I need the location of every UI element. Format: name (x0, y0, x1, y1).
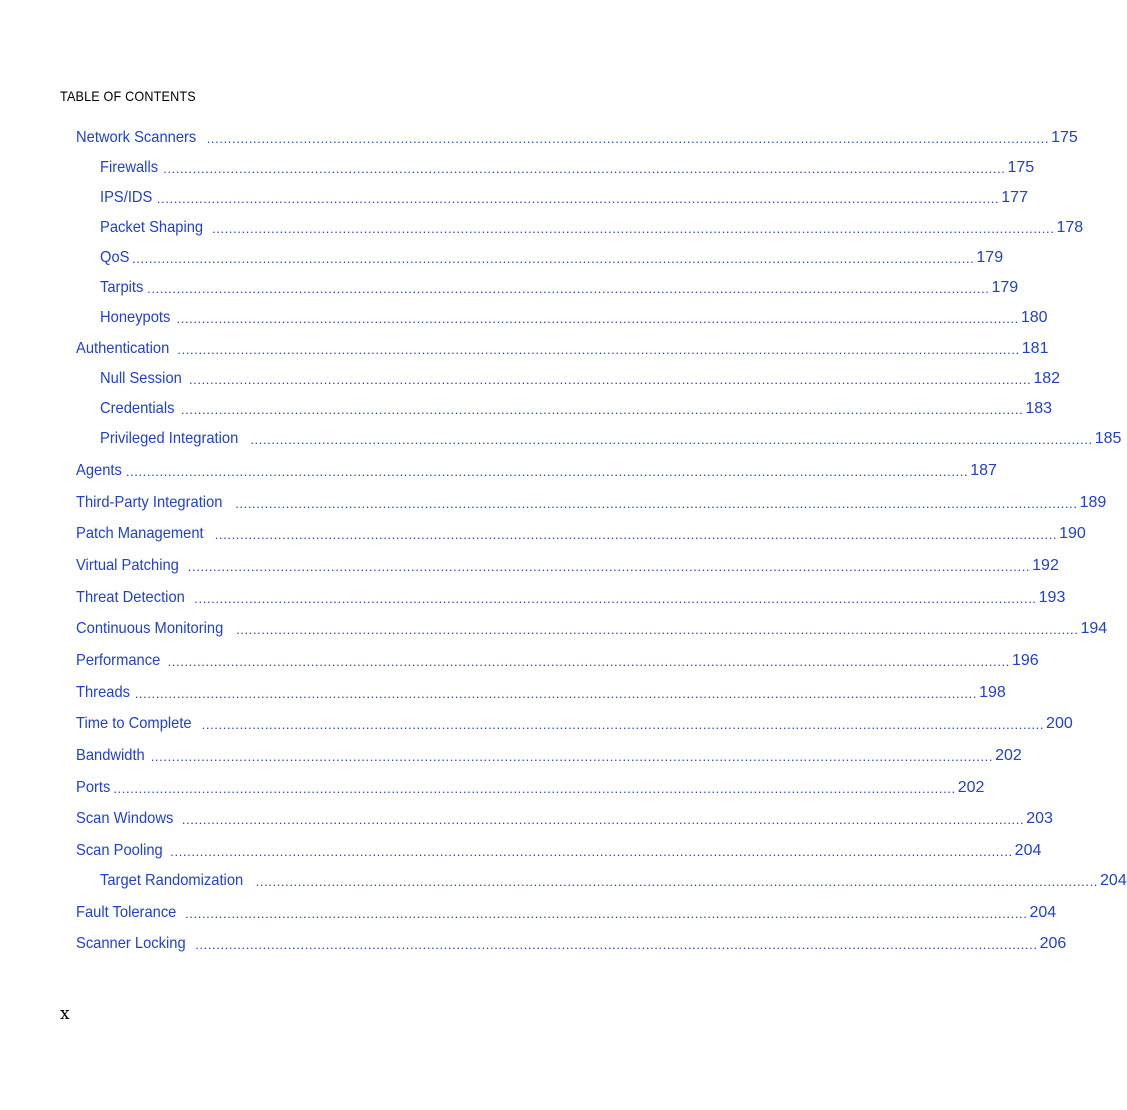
toc-entry-page: 203 (1026, 810, 1053, 827)
toc-entry[interactable] (76, 933, 1067, 953)
toc-entry-title: Bandwidth (76, 747, 145, 764)
toc-entry-page: 177 (1001, 189, 1028, 206)
toc-entry[interactable] (100, 368, 1061, 388)
toc-entry-page: 182 (1033, 370, 1061, 387)
toc-leader-dots: ........................................................................................................................................................................................................ (235, 496, 1078, 511)
toc-entry-title: Tarpits (100, 279, 144, 296)
toc-entry[interactable] (100, 277, 1019, 297)
toc-entry-title: Threads (76, 684, 131, 701)
toc-entry-title: Credentials (100, 400, 175, 417)
toc-leader-dots: ........................................................................................................................................................................................................ (147, 281, 990, 296)
toc-entry-page: 189 (1079, 494, 1107, 511)
toc-header: TABLE OF CONTENTS (60, 88, 196, 104)
toc-entry-title: Authentication (76, 340, 170, 357)
toc-entry-title: IPS/IDS (100, 189, 153, 206)
toc-entry-page: 204 (1100, 872, 1127, 889)
toc-entry[interactable] (76, 902, 1057, 922)
toc-entry[interactable] (76, 492, 1107, 512)
toc-entry-title: Threat Detection (76, 589, 185, 606)
toc-entry-page: 181 (1021, 340, 1049, 357)
toc-entry-page: 204 (1029, 904, 1057, 921)
toc-entry-page: 183 (1025, 400, 1053, 417)
toc-entry-page: 198 (979, 684, 1006, 701)
toc-leader-dots: ........................................................................................................................................................................................................ (188, 372, 1032, 387)
toc-entry[interactable] (76, 650, 1039, 670)
toc-entry-page: 190 (1059, 525, 1086, 542)
toc-entry[interactable] (100, 217, 1084, 237)
toc-leader-dots: ........................................................................................................................................................................................................ (255, 874, 1099, 889)
toc-leader-dots: ........................................................................................................................................................................................................ (236, 622, 1079, 637)
toc-entry[interactable] (76, 777, 985, 797)
toc-leader-dots: ........................................................................................................................................................................................................ (176, 311, 1019, 326)
toc-leader-dots: ........................................................................................................................................................................................................ (195, 937, 1038, 952)
toc-entry[interactable] (76, 745, 1022, 765)
toc-entry-title: Virtual Patching (76, 557, 179, 574)
toc-entry-title: Scan Pooling (76, 842, 163, 859)
toc-leader-dots: ........................................................................................................................................................................................................ (177, 342, 1020, 357)
toc-entry-title: Time to Complete (76, 715, 192, 732)
toc-entry[interactable] (76, 555, 1059, 575)
toc-entry-page: 179 (991, 279, 1019, 296)
toc-leader-dots: ........................................................................................................................................................................................................ (214, 527, 1058, 542)
toc-entry-page: 196 (1011, 652, 1039, 669)
toc-entry-title: Fault Tolerance (76, 904, 177, 921)
toc-leader-dots: ........................................................................................................................................................................................................ (163, 161, 1006, 176)
toc-entry[interactable] (100, 428, 1122, 448)
toc-entry-page: 179 (976, 249, 1004, 266)
toc-entry-page: 206 (1039, 935, 1067, 952)
toc-entry-title: Continuous Monitoring (76, 620, 224, 637)
toc-leader-dots: ........................................................................................................................................................................................................ (185, 906, 1028, 921)
toc-entry-page: 175 (1007, 159, 1035, 176)
toc-leader-dots: ........................................................................................................................................................................................................ (180, 402, 1024, 417)
toc-entry-title: Packet Shaping (100, 219, 204, 236)
toc-leader-dots: ........................................................................................................................................................................................................ (201, 717, 1045, 732)
toc-leader-dots: ........................................................................................................................................................................................................ (167, 654, 1010, 669)
toc-entry[interactable] (76, 338, 1049, 358)
toc-entry[interactable] (100, 247, 1004, 267)
toc-entry-page: 178 (1056, 219, 1084, 236)
toc-entry-page: 202 (995, 747, 1022, 764)
toc-leader-dots: ........................................................................................................................................................................................................ (187, 559, 1031, 574)
page-number: x (60, 1004, 70, 1024)
toc-leader-dots: ........................................................................................................................................................................................................ (206, 131, 1050, 146)
toc-entry[interactable] (100, 157, 1035, 177)
toc-leader-dots: ........................................................................................................................................................................................................ (170, 844, 1013, 859)
toc-entry-title: Scan Windows (76, 810, 174, 827)
toc-entry[interactable] (100, 187, 1028, 207)
toc-entry[interactable] (76, 682, 1006, 702)
toc-entry[interactable] (100, 870, 1127, 890)
toc-entry-page: 204 (1014, 842, 1042, 859)
toc-leader-dots: ........................................................................................................................................................................................................ (132, 251, 975, 266)
toc-leader-dots: ........................................................................................................................................................................................................ (113, 781, 956, 796)
toc-entry[interactable] (100, 307, 1048, 327)
toc-entry-page: 187 (970, 462, 997, 479)
toc-entry-page: 202 (957, 779, 985, 796)
toc-entry-title: QoS (100, 249, 130, 266)
toc-entry-title: Agents (76, 462, 122, 479)
toc-entry-title: Third-Party Integration (76, 494, 223, 511)
toc-entry[interactable] (76, 460, 997, 480)
toc-entry-title: Target Randomization (100, 872, 244, 889)
toc-entry-title: Honeypots (100, 309, 171, 326)
toc-entry[interactable] (76, 840, 1042, 860)
toc-entry[interactable] (76, 587, 1066, 607)
toc-entry-page: 180 (1020, 309, 1048, 326)
toc-entry-title: Performance (76, 652, 161, 669)
toc-entry-page: 193 (1038, 589, 1066, 606)
toc-leader-dots: ........................................................................................................................................................................................................ (150, 749, 994, 764)
toc-entry-page: 185 (1094, 430, 1122, 447)
toc-entry-title: Null Session (100, 370, 182, 387)
toc-entry-title: Ports (76, 779, 111, 796)
toc-leader-dots: ........................................................................................................................................................................................................ (194, 591, 1037, 606)
toc-entry[interactable] (100, 398, 1053, 418)
toc-entry-title: Patch Management (76, 525, 204, 542)
toc-entry[interactable] (76, 713, 1073, 733)
toc-entry-title: Network Scanners (76, 129, 197, 146)
toc-entry-title: Scanner Locking (76, 935, 186, 952)
toc-entry-title: Privileged Integration (100, 430, 239, 447)
toc-leader-dots: ........................................................................................................................................................................................................ (134, 686, 978, 701)
toc-leader-dots: ........................................................................................................................................................................................................ (125, 464, 969, 479)
toc-entry-page: 194 (1080, 620, 1108, 637)
toc-leader-dots: ........................................................................................................................................................................................................ (212, 221, 1055, 236)
toc-entry-title: Firewalls (100, 159, 159, 176)
toc-entry-page: 200 (1046, 715, 1073, 732)
toc-entry[interactable] (76, 127, 1078, 147)
toc-entry-page: 192 (1032, 557, 1059, 574)
toc-entry[interactable] (76, 808, 1053, 828)
toc-leader-dots: ........................................................................................................................................................................................................ (181, 812, 1025, 827)
toc-entry-page: 175 (1051, 129, 1078, 146)
toc-leader-dots: ........................................................................................................................................................................................................ (156, 191, 1000, 206)
toc-entry[interactable] (76, 618, 1108, 638)
toc-entry[interactable] (76, 523, 1086, 543)
toc-leader-dots: ........................................................................................................................................................................................................ (250, 432, 1093, 447)
